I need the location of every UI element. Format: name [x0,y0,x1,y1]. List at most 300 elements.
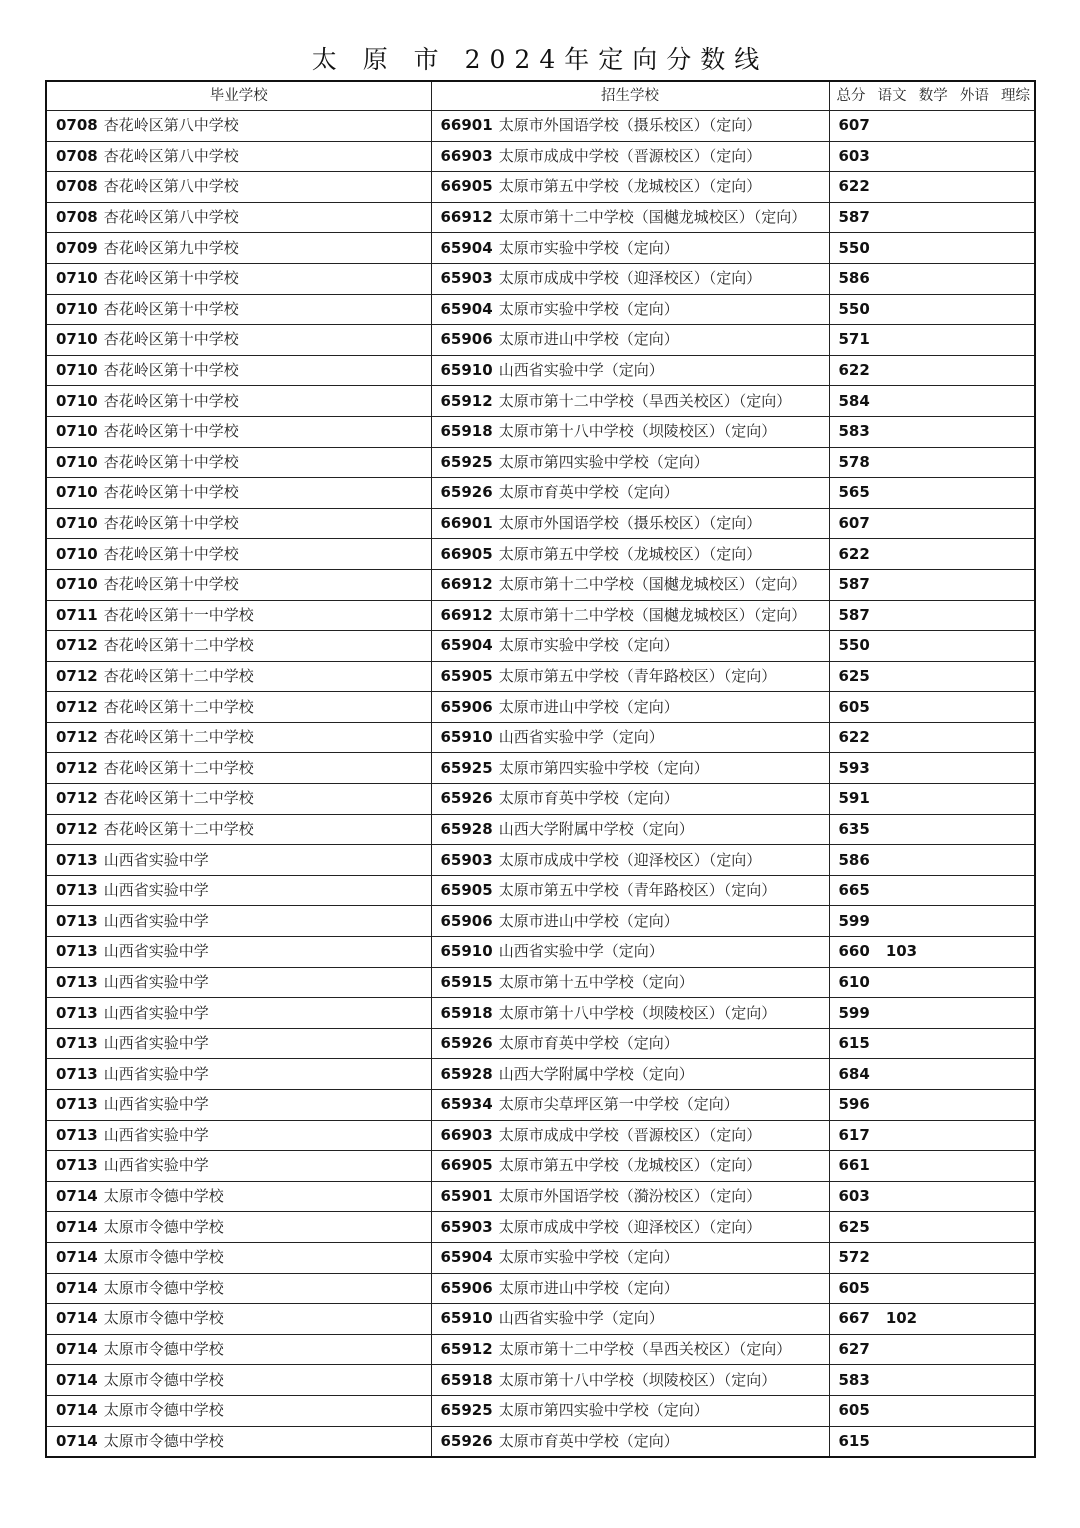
chinese-score: 102 [885,1309,918,1328]
graduate-school-code: 0714 [56,1340,98,1359]
graduate-school-code: 0713 [56,1003,98,1022]
enroll-school-code: 65918 [440,1003,493,1022]
enroll-school-cell [431,263,829,294]
total-score: 625 [838,666,870,685]
graduate-school-code: 0711 [56,605,98,624]
graduate-school-cell [46,172,431,203]
table-row [46,539,1035,570]
score-cell [829,202,1035,233]
total-score: 599 [838,1003,870,1022]
enroll-school-code: 65910 [440,942,493,961]
enroll-school-name: 太原市第五中学校（龙城校区）（定向） [498,544,762,563]
graduate-school-name: 杏花岭区第十二中学校 [103,728,254,747]
enroll-school-name: 太原市第十二中学校（旱西关校区）（定向） [498,1340,792,1359]
score-cell [829,172,1035,203]
enroll-school-code: 65925 [440,452,493,471]
enroll-school-name: 太原市第十二中学校（国樾龙城校区）（定向） [498,208,807,227]
score-cell [829,294,1035,325]
enroll-school-cell [431,937,829,968]
graduate-school-cell [46,692,431,723]
graduate-school-cell [46,998,431,1029]
enroll-school-code: 65918 [440,1370,493,1389]
graduate-school-code: 0710 [56,361,98,380]
enroll-school-code: 66912 [440,605,493,624]
total-score: 550 [838,299,870,318]
table-row [46,386,1035,417]
table-row [46,202,1035,233]
enroll-school-name: 太原市进山中学校（定向） [498,697,679,716]
total-score: 622 [838,177,870,196]
graduate-school-code: 0713 [56,1095,98,1114]
score-cell [829,784,1035,815]
graduate-school-code: 0713 [56,850,98,869]
enroll-school-name: 太原市实验中学校（定向） [498,1248,679,1267]
graduate-school-cell [46,355,431,386]
enroll-school-cell [431,355,829,386]
graduate-school-cell [46,263,431,294]
graduate-school-code: 0714 [56,1217,98,1236]
graduate-school-name: 太原市令德中学校 [103,1278,224,1297]
enroll-school-name: 太原市育英中学校（定向） [498,483,679,502]
enroll-school-cell [431,1059,829,1090]
score-cell [829,325,1035,356]
enroll-school-name: 太原市第四实验中学校（定向） [498,758,709,777]
enroll-school-name: 太原市育英中学校（定向） [498,1431,679,1450]
graduate-school-code: 0710 [56,452,98,471]
graduate-school-code: 0714 [56,1401,98,1420]
enroll-school-cell [431,1426,829,1457]
enroll-school-code: 66903 [440,1125,493,1144]
enroll-school-cell [431,539,829,570]
graduate-school-cell [46,1212,431,1243]
graduate-school-code: 0710 [56,391,98,410]
graduate-school-name: 太原市令德中学校 [103,1309,224,1328]
enroll-school-name: 太原市第五中学校（青年路校区）（定向） [498,881,777,900]
graduate-school-name: 杏花岭区第八中学校 [103,177,239,196]
graduate-school-name: 山西省实验中学 [103,881,209,900]
table-row [46,1059,1035,1090]
graduate-school-cell [46,937,431,968]
enroll-school-cell [431,386,829,417]
graduate-school-cell [46,1395,431,1426]
score-table [45,80,1036,1458]
enroll-school-name: 太原市育英中学校（定向） [498,1034,679,1053]
graduate-school-code: 0712 [56,819,98,838]
enroll-school-name: 太原市进山中学校（定向） [498,330,679,349]
enroll-school-code: 65925 [440,1401,493,1420]
graduate-school-cell [46,967,431,998]
enroll-school-code: 65905 [440,881,493,900]
total-score: 583 [838,422,870,441]
enroll-school-cell [431,478,829,509]
graduate-school-name: 山西省实验中学 [103,1125,209,1144]
graduate-school-code: 0710 [56,483,98,502]
graduate-school-name: 杏花岭区第十中学校 [103,483,239,502]
graduate-school-name: 杏花岭区第八中学校 [103,208,239,227]
graduate-school-code: 0714 [56,1187,98,1206]
total-score: 586 [838,269,870,288]
graduate-school-name: 杏花岭区第十二中学校 [103,758,254,777]
enroll-school-code: 65925 [440,758,493,777]
graduate-school-code: 0710 [56,514,98,533]
total-score: 605 [838,1278,870,1297]
graduate-school-name: 山西省实验中学 [103,1003,209,1022]
enroll-school-code: 65910 [440,361,493,380]
enroll-school-cell [431,814,829,845]
table-row [46,1334,1035,1365]
graduate-school-code: 0710 [56,575,98,594]
total-score: 607 [838,116,870,135]
enroll-school-cell [431,753,829,784]
enroll-school-code: 65912 [440,391,493,410]
graduate-school-name: 太原市令德中学校 [103,1187,224,1206]
graduate-school-name: 山西省实验中学 [103,972,209,991]
graduate-school-code: 0712 [56,697,98,716]
enroll-school-code: 65906 [440,697,493,716]
enroll-school-cell [431,569,829,600]
graduate-school-name: 杏花岭区第十二中学校 [103,666,254,685]
enroll-school-name: 太原市尖草坪区第一中学校（定向） [498,1095,739,1114]
graduate-school-cell [46,325,431,356]
enroll-school-name: 太原市进山中学校（定向） [498,1278,679,1297]
table-row [46,1181,1035,1212]
graduate-school-name: 杏花岭区第十中学校 [103,575,239,594]
enroll-school-name: 山西大学附属中学校（定向） [498,819,694,838]
graduate-school-code: 0710 [56,299,98,318]
table-row [46,325,1035,356]
score-cell [829,1395,1035,1426]
total-score: 593 [838,758,870,777]
total-score: 550 [838,636,870,655]
enroll-school-cell [431,998,829,1029]
table-row [46,141,1035,172]
enroll-school-code: 65904 [440,636,493,655]
table-row [46,233,1035,264]
graduate-school-cell [46,1273,431,1304]
score-cell [829,845,1035,876]
total-score: 599 [838,911,870,930]
total-score: 565 [838,483,870,502]
graduate-school-cell [46,1365,431,1396]
enroll-school-cell [431,233,829,264]
header-chinese: 语文 [877,88,907,104]
enroll-school-code: 65928 [440,1064,493,1083]
total-score: 610 [838,972,870,991]
score-cell [829,814,1035,845]
enroll-school-code: 66905 [440,177,493,196]
total-score: 615 [838,1431,870,1450]
total-score: 572 [838,1248,870,1267]
enroll-school-code: 66901 [440,116,493,135]
table-row [46,967,1035,998]
graduate-school-cell [46,631,431,662]
score-cell [829,478,1035,509]
enroll-school-cell [431,508,829,539]
total-score: 603 [838,146,870,165]
enroll-school-cell [431,1212,829,1243]
header-subjects [829,81,1035,111]
total-score: 587 [838,575,870,594]
enroll-school-cell [431,1120,829,1151]
graduate-school-code: 0714 [56,1309,98,1328]
score-cell [829,539,1035,570]
table-row [46,1120,1035,1151]
enroll-school-name: 太原市外国语学校（摄乐校区）（定向） [498,116,762,135]
score-cell [829,1273,1035,1304]
enroll-school-cell [431,692,829,723]
score-cell [829,722,1035,753]
enroll-school-cell [431,294,829,325]
enroll-school-name: 太原市进山中学校（定向） [498,911,679,930]
enroll-school-cell [431,600,829,631]
graduate-school-name: 杏花岭区第十中学校 [103,422,239,441]
table-row [46,355,1035,386]
graduate-school-cell [46,1151,431,1182]
table-row [46,1151,1035,1182]
enroll-school-cell [431,1181,829,1212]
total-score: 625 [838,1217,870,1236]
graduate-school-name: 杏花岭区第九中学校 [103,238,239,257]
enroll-school-code: 65903 [440,269,493,288]
score-cell [829,141,1035,172]
enroll-school-cell [431,631,829,662]
score-cell [829,1181,1035,1212]
graduate-school-cell [46,1334,431,1365]
enroll-school-name: 太原市实验中学校（定向） [498,636,679,655]
table-row [46,875,1035,906]
score-cell [829,508,1035,539]
graduate-school-name: 杏花岭区第八中学校 [103,116,239,135]
enroll-school-cell [431,1395,829,1426]
score-cell [829,233,1035,264]
page-title: 太 原 市 2024年定向分数线 [311,45,769,74]
total-score: 605 [838,1401,870,1420]
table-row [46,1273,1035,1304]
score-cell [829,1120,1035,1151]
graduate-school-name: 山西省实验中学 [103,942,209,961]
table-row [46,692,1035,723]
graduate-school-cell [46,141,431,172]
graduate-school-code: 0713 [56,1156,98,1175]
score-cell [829,692,1035,723]
enroll-school-name: 太原市外国语学校（摄乐校区）（定向） [498,514,762,533]
score-cell [829,1059,1035,1090]
total-score: 622 [838,728,870,747]
graduate-school-cell [46,539,431,570]
graduate-school-code: 0712 [56,789,98,808]
header-enroll-school: 招生学校 [431,81,829,111]
score-cell [829,998,1035,1029]
table-row [46,508,1035,539]
enroll-school-cell [431,1365,829,1396]
header-math: 数学 [918,88,948,104]
graduate-school-code: 0710 [56,330,98,349]
table-row [46,1028,1035,1059]
enroll-school-code: 65903 [440,850,493,869]
total-score: 622 [838,544,870,563]
enroll-school-cell [431,875,829,906]
graduate-school-code: 0713 [56,911,98,930]
score-cell [829,1151,1035,1182]
total-score: 607 [838,514,870,533]
graduate-school-code: 0713 [56,1064,98,1083]
enroll-school-cell [431,1028,829,1059]
table-row [46,263,1035,294]
graduate-school-name: 杏花岭区第十中学校 [103,269,239,288]
table-row [46,784,1035,815]
enroll-school-name: 太原市第五中学校（龙城校区）（定向） [498,1156,762,1175]
enroll-school-cell [431,784,829,815]
enroll-school-cell [431,661,829,692]
graduate-school-name: 杏花岭区第十中学校 [103,452,239,471]
table-header-row [46,81,1035,111]
graduate-school-name: 杏花岭区第十中学校 [103,361,239,380]
graduate-school-cell [46,753,431,784]
enroll-school-cell [431,967,829,998]
graduate-school-name: 杏花岭区第十中学校 [103,544,239,563]
enroll-school-name: 山西省实验中学（定向） [498,361,664,380]
enroll-school-name: 太原市第十八中学校（坝陵校区）（定向） [498,422,777,441]
enroll-school-name: 太原市第五中学校（龙城校区）（定向） [498,177,762,196]
score-cell [829,600,1035,631]
score-cell [829,416,1035,447]
graduate-school-name: 山西省实验中学 [103,850,209,869]
total-score: 603 [838,1187,870,1206]
enroll-school-cell [431,1090,829,1121]
graduate-school-name: 山西省实验中学 [103,1095,209,1114]
enroll-school-code: 65934 [440,1095,493,1114]
total-score: 587 [838,605,870,624]
graduate-school-cell [46,294,431,325]
total-score: 591 [838,789,870,808]
graduate-school-code: 0712 [56,636,98,655]
graduate-school-code: 0708 [56,177,98,196]
total-score: 586 [838,850,870,869]
enroll-school-name: 太原市第十八中学校（坝陵校区）（定向） [498,1003,777,1022]
graduate-school-cell [46,906,431,937]
score-cell [829,661,1035,692]
table-body [46,111,1035,1458]
graduate-school-cell [46,1059,431,1090]
table-row [46,906,1035,937]
enroll-school-code: 66912 [440,208,493,227]
graduate-school-cell [46,1181,431,1212]
table-row [46,814,1035,845]
graduate-school-name: 杏花岭区第十中学校 [103,299,239,318]
enroll-school-cell [431,111,829,142]
enroll-school-code: 65910 [440,728,493,747]
graduate-school-name: 杏花岭区第十二中学校 [103,789,254,808]
graduate-school-name: 太原市令德中学校 [103,1340,224,1359]
graduate-school-cell [46,1242,431,1273]
enroll-school-name: 山西省实验中学（定向） [498,728,664,747]
table-row [46,111,1035,142]
enroll-school-name: 太原市实验中学校（定向） [498,299,679,318]
table-row [46,1365,1035,1396]
table-row [46,294,1035,325]
total-score: 550 [838,238,870,257]
table-row [46,1212,1035,1243]
enroll-school-cell [431,1273,829,1304]
enroll-school-code: 65903 [440,1217,493,1236]
enroll-school-code: 65904 [440,299,493,318]
graduate-school-cell [46,478,431,509]
score-cell [829,875,1035,906]
score-cell [829,355,1035,386]
graduate-school-code: 0714 [56,1370,98,1389]
score-cell [829,1212,1035,1243]
enroll-school-cell [431,1151,829,1182]
total-score: 667 [838,1309,870,1328]
graduate-school-cell [46,722,431,753]
table-row [46,845,1035,876]
enroll-school-name: 太原市第五中学校（青年路校区）（定向） [498,666,777,685]
graduate-school-name: 杏花岭区第十二中学校 [103,636,254,655]
enroll-school-name: 太原市第十二中学校（国樾龙城校区）（定向） [498,575,807,594]
table-row [46,172,1035,203]
score-cell [829,1242,1035,1273]
enroll-school-cell [431,325,829,356]
total-score: 584 [838,391,870,410]
graduate-school-cell [46,1120,431,1151]
graduate-school-code: 0710 [56,544,98,563]
graduate-school-code: 0714 [56,1278,98,1297]
table-row [46,661,1035,692]
total-score: 605 [838,697,870,716]
enroll-school-code: 65906 [440,911,493,930]
table-row [46,600,1035,631]
table-row [46,998,1035,1029]
enroll-school-code: 66903 [440,146,493,165]
graduate-school-code: 0712 [56,758,98,777]
enroll-school-code: 66905 [440,1156,493,1175]
graduate-school-name: 杏花岭区第十二中学校 [103,697,254,716]
total-score: 660 [838,942,870,961]
graduate-school-cell [46,875,431,906]
enroll-school-name: 太原市第十二中学校（旱西关校区）（定向） [498,391,792,410]
table-row [46,1090,1035,1121]
enroll-school-code: 65905 [440,666,493,685]
enroll-school-code: 65910 [440,1309,493,1328]
graduate-school-name: 山西省实验中学 [103,1034,209,1053]
score-cell [829,447,1035,478]
total-score: 622 [838,361,870,380]
score-cell [829,1365,1035,1396]
enroll-school-name: 太原市成成中学校（迎泽校区）（定向） [498,1217,762,1236]
graduate-school-name: 山西省实验中学 [103,911,209,930]
enroll-school-name: 太原市第四实验中学校（定向） [498,452,709,471]
total-score: 617 [838,1125,870,1144]
enroll-school-name: 太原市第十五中学校（定向） [498,972,694,991]
graduate-school-code: 0709 [56,238,98,257]
score-cell [829,631,1035,662]
graduate-school-code: 0713 [56,881,98,900]
graduate-school-cell [46,600,431,631]
enroll-school-name: 山西省实验中学（定向） [498,942,664,961]
graduate-school-cell [46,447,431,478]
enroll-school-name: 太原市外国语学校（漪汾校区）（定向） [498,1187,762,1206]
enroll-school-name: 太原市育英中学校（定向） [498,789,679,808]
graduate-school-name: 山西省实验中学 [103,1064,209,1083]
enroll-school-cell [431,172,829,203]
graduate-school-cell [46,233,431,264]
graduate-school-cell [46,1090,431,1121]
graduate-school-code: 0712 [56,666,98,685]
graduate-school-code: 0714 [56,1248,98,1267]
table-row [46,478,1035,509]
enroll-school-cell [431,1242,829,1273]
enroll-school-name: 太原市第十八中学校（坝陵校区）（定向） [498,1370,777,1389]
